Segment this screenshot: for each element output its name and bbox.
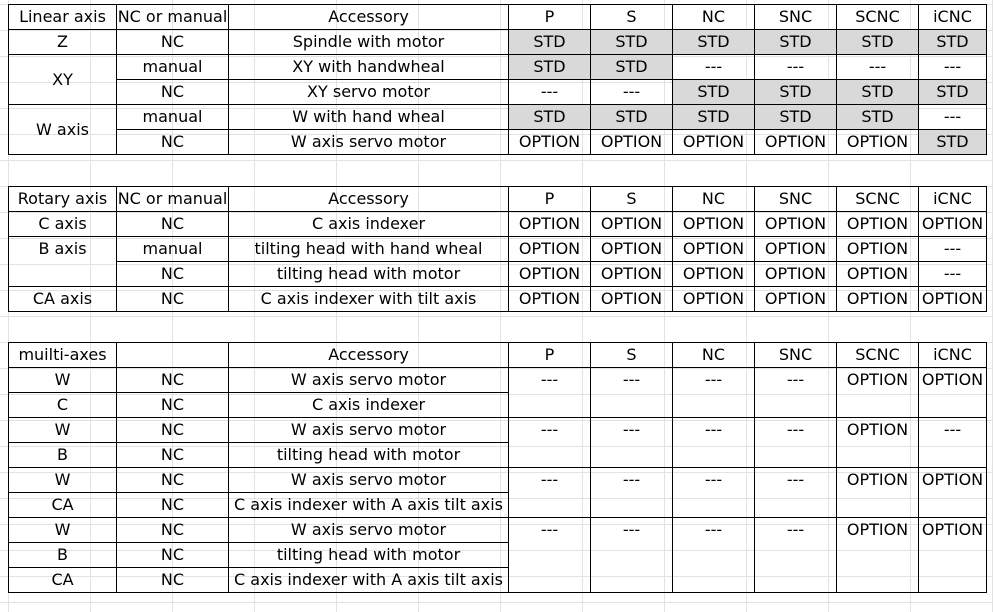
table-cell: W axis servo motor (229, 468, 509, 493)
table-cell: STD (673, 105, 755, 130)
table-cell: STD (591, 30, 673, 55)
table-cell: --- (673, 418, 755, 443)
table-cell: W axis servo motor (229, 518, 509, 543)
header-cell: iCNC (919, 343, 987, 368)
table-cell: STD (509, 55, 591, 80)
table-cell: STD (509, 30, 591, 55)
table-row (9, 443, 987, 468)
header-cell: S (591, 5, 673, 30)
table-header-row (9, 343, 987, 368)
table-row (9, 393, 987, 418)
table-cell (509, 443, 591, 468)
table-row (9, 55, 987, 80)
table-cell (509, 543, 591, 568)
table-cell: --- (919, 262, 987, 287)
table-cell: OPTION (837, 287, 919, 312)
linear-axis-table (8, 4, 987, 155)
table-cell: W (9, 368, 117, 393)
table-cell: OPTION (591, 237, 673, 262)
table-cell: OPTION (837, 468, 919, 493)
table-cell: OPTION (755, 237, 837, 262)
table-cell (755, 443, 837, 468)
table-row (9, 568, 987, 593)
table-row (9, 105, 987, 130)
header-cell: Accessory (229, 5, 509, 30)
table-cell (837, 543, 919, 568)
table-cell: tilting head with motor (229, 443, 509, 468)
table-row (9, 518, 987, 543)
table-cell: OPTION (673, 262, 755, 287)
header-cell: SCNC (837, 5, 919, 30)
table-cell: OPTION (509, 130, 591, 155)
table-cell: --- (591, 368, 673, 393)
table-cell: OPTION (591, 262, 673, 287)
table-cell (755, 493, 837, 518)
table-cell: OPTION (919, 518, 987, 543)
table-cell: STD (755, 30, 837, 55)
header-cell: iCNC (919, 187, 987, 212)
axis-group-cell: W axis (9, 105, 117, 155)
table-cell: OPTION (591, 130, 673, 155)
table-cell: --- (755, 518, 837, 543)
table-cell: NC (117, 130, 229, 155)
table-cell: --- (591, 80, 673, 105)
table-cell: STD (837, 30, 919, 55)
table-cell: CA (9, 493, 117, 518)
table-cell: --- (919, 105, 987, 130)
table-cell: --- (673, 368, 755, 393)
table-cell: STD (673, 80, 755, 105)
table-row (9, 543, 987, 568)
table-cell: --- (591, 518, 673, 543)
table-cell: STD (919, 130, 987, 155)
table-cell: W with hand wheal (229, 105, 509, 130)
table-cell: NC (117, 80, 229, 105)
table-row (9, 212, 987, 237)
header-cell (117, 343, 229, 368)
table-cell (591, 443, 673, 468)
header-cell: SNC (755, 343, 837, 368)
table-cell (673, 443, 755, 468)
table-cell: XY with handwheal (229, 55, 509, 80)
table-cell: OPTION (837, 212, 919, 237)
table-header-row (9, 5, 987, 30)
table-cell: NC (117, 212, 229, 237)
table-row (9, 493, 987, 518)
table-cell: Spindle with motor (229, 30, 509, 55)
table-cell (509, 568, 591, 593)
header-cell: P (509, 187, 591, 212)
table-cell: STD (591, 105, 673, 130)
table-cell: NC (117, 287, 229, 312)
table-cell (755, 543, 837, 568)
table-cell (755, 568, 837, 593)
table-cell: OPTION (837, 130, 919, 155)
table-cell: C axis indexer (229, 393, 509, 418)
table-cell: tilting head with motor (229, 262, 509, 287)
table-cell: OPTION (591, 212, 673, 237)
table-header-row (9, 187, 987, 212)
table-cell (509, 393, 591, 418)
table-row (9, 287, 987, 312)
table-cell (837, 393, 919, 418)
table-cell: XY servo motor (229, 80, 509, 105)
table-cell: NC (117, 443, 229, 468)
header-cell: NC or manual (117, 187, 229, 212)
multi-axes-table (8, 342, 987, 593)
table-cell: W (9, 518, 117, 543)
table-cell: OPTION (755, 212, 837, 237)
table-cell: --- (673, 518, 755, 543)
axis-group-cell: Z (9, 30, 117, 55)
table-cell: OPTION (509, 237, 591, 262)
header-cell: P (509, 5, 591, 30)
table-row (9, 30, 987, 55)
table-cell: OPTION (837, 368, 919, 393)
table-cell (591, 393, 673, 418)
table-cell: --- (755, 418, 837, 443)
table-cell: --- (509, 518, 591, 543)
table-cell (837, 493, 919, 518)
table-cell (673, 393, 755, 418)
table-cell: manual (117, 105, 229, 130)
table-cell: NC (117, 262, 229, 287)
table-cell: OPTION (919, 368, 987, 393)
table-cell (509, 493, 591, 518)
table-cell: NC (117, 418, 229, 443)
table-cell: --- (755, 55, 837, 80)
table-cell (837, 443, 919, 468)
table-cell: OPTION (755, 262, 837, 287)
table-cell: --- (509, 468, 591, 493)
header-cell: NC (673, 343, 755, 368)
header-cell: Accessory (229, 343, 509, 368)
header-cell: P (509, 343, 591, 368)
header-cell: SNC (755, 187, 837, 212)
table-cell: --- (509, 80, 591, 105)
table-cell: OPTION (673, 287, 755, 312)
table-cell: OPTION (673, 130, 755, 155)
table-cell: --- (673, 55, 755, 80)
header-cell: muilti-axes (9, 343, 117, 368)
table-cell: OPTION (509, 287, 591, 312)
table-cell: --- (591, 418, 673, 443)
table-cell: C axis indexer (229, 212, 509, 237)
table-cell: STD (755, 80, 837, 105)
table-cell (673, 568, 755, 593)
table-cell: OPTION (673, 212, 755, 237)
table-cell (673, 493, 755, 518)
header-cell: Rotary axis (9, 187, 117, 212)
header-cell: NC or manual (117, 5, 229, 30)
table-cell: OPTION (919, 287, 987, 312)
table-cell: OPTION (837, 237, 919, 262)
table-cell: OPTION (837, 518, 919, 543)
table-cell: CA (9, 568, 117, 593)
table-cell (673, 543, 755, 568)
header-cell: Accessory (229, 187, 509, 212)
header-cell: NC (673, 187, 755, 212)
table-cell: OPTION (919, 468, 987, 493)
table-cell (591, 543, 673, 568)
table-cell (591, 493, 673, 518)
header-cell: SNC (755, 5, 837, 30)
table-cell: --- (509, 368, 591, 393)
table-cell: --- (837, 55, 919, 80)
table-row (9, 130, 987, 155)
table-row (9, 262, 987, 287)
table-cell (837, 568, 919, 593)
table-cell: NC (117, 518, 229, 543)
header-cell: S (591, 343, 673, 368)
table-cell (9, 262, 117, 287)
table-cell: OPTION (837, 262, 919, 287)
table-cell: tilting head with hand wheal (229, 237, 509, 262)
header-cell: Linear axis (9, 5, 117, 30)
table-cell: STD (919, 80, 987, 105)
table-cell: manual (117, 237, 229, 262)
table-cell: W axis servo motor (229, 130, 509, 155)
table-cell (919, 543, 987, 568)
table-cell: OPTION (673, 237, 755, 262)
table-cell: STD (837, 80, 919, 105)
table-cell (919, 493, 987, 518)
table-cell: W (9, 418, 117, 443)
table-cell: C axis indexer with tilt axis (229, 287, 509, 312)
table-cell: STD (755, 105, 837, 130)
table-cell: NC (117, 393, 229, 418)
table-cell: OPTION (755, 130, 837, 155)
table-cell: --- (755, 368, 837, 393)
table-cell (919, 568, 987, 593)
table-cell: C (9, 393, 117, 418)
table-cell (919, 393, 987, 418)
table-cell: OPTION (591, 287, 673, 312)
table-cell: NC (117, 30, 229, 55)
table-cell (591, 568, 673, 593)
table-cell: C axis indexer with A axis tilt axis (229, 568, 509, 593)
table-cell: OPTION (509, 212, 591, 237)
table-cell: --- (591, 468, 673, 493)
table-cell: C axis indexer with A axis tilt axis (229, 493, 509, 518)
table-cell: --- (919, 418, 987, 443)
table-cell (755, 393, 837, 418)
table-cell: STD (919, 30, 987, 55)
table-cell: NC (117, 493, 229, 518)
table-cell: NC (117, 568, 229, 593)
table-cell: B (9, 543, 117, 568)
table-cell: NC (117, 468, 229, 493)
table-cell: NC (117, 368, 229, 393)
table-row (9, 80, 987, 105)
header-cell: S (591, 187, 673, 212)
table-cell: STD (837, 105, 919, 130)
table-cell: OPTION (755, 287, 837, 312)
table-cell: NC (117, 543, 229, 568)
header-cell: NC (673, 5, 755, 30)
axis-group-cell: XY (9, 55, 117, 105)
table-cell: OPTION (509, 262, 591, 287)
table-cell: OPTION (919, 212, 987, 237)
table-cell: --- (919, 55, 987, 80)
table-cell: C axis (9, 212, 117, 237)
table-cell: --- (755, 468, 837, 493)
table-row (9, 368, 987, 393)
table-cell: STD (673, 30, 755, 55)
table-cell: --- (509, 418, 591, 443)
header-cell: SCNC (837, 187, 919, 212)
table-cell (919, 443, 987, 468)
table-cell: manual (117, 55, 229, 80)
table-cell: --- (919, 237, 987, 262)
header-cell: iCNC (919, 5, 987, 30)
table-cell: STD (509, 105, 591, 130)
table-cell: --- (673, 468, 755, 493)
table-cell: tilting head with motor (229, 543, 509, 568)
table-cell: OPTION (837, 418, 919, 443)
table-cell: W axis servo motor (229, 418, 509, 443)
table-row (9, 237, 987, 262)
table-cell: W (9, 468, 117, 493)
table-cell: B axis (9, 237, 117, 262)
table-row (9, 418, 987, 443)
table-row (9, 468, 987, 493)
table-cell: W axis servo motor (229, 368, 509, 393)
rotary-axis-table (8, 186, 987, 312)
table-cell: B (9, 443, 117, 468)
header-cell: SCNC (837, 343, 919, 368)
table-cell: CA axis (9, 287, 117, 312)
table-cell: STD (591, 55, 673, 80)
